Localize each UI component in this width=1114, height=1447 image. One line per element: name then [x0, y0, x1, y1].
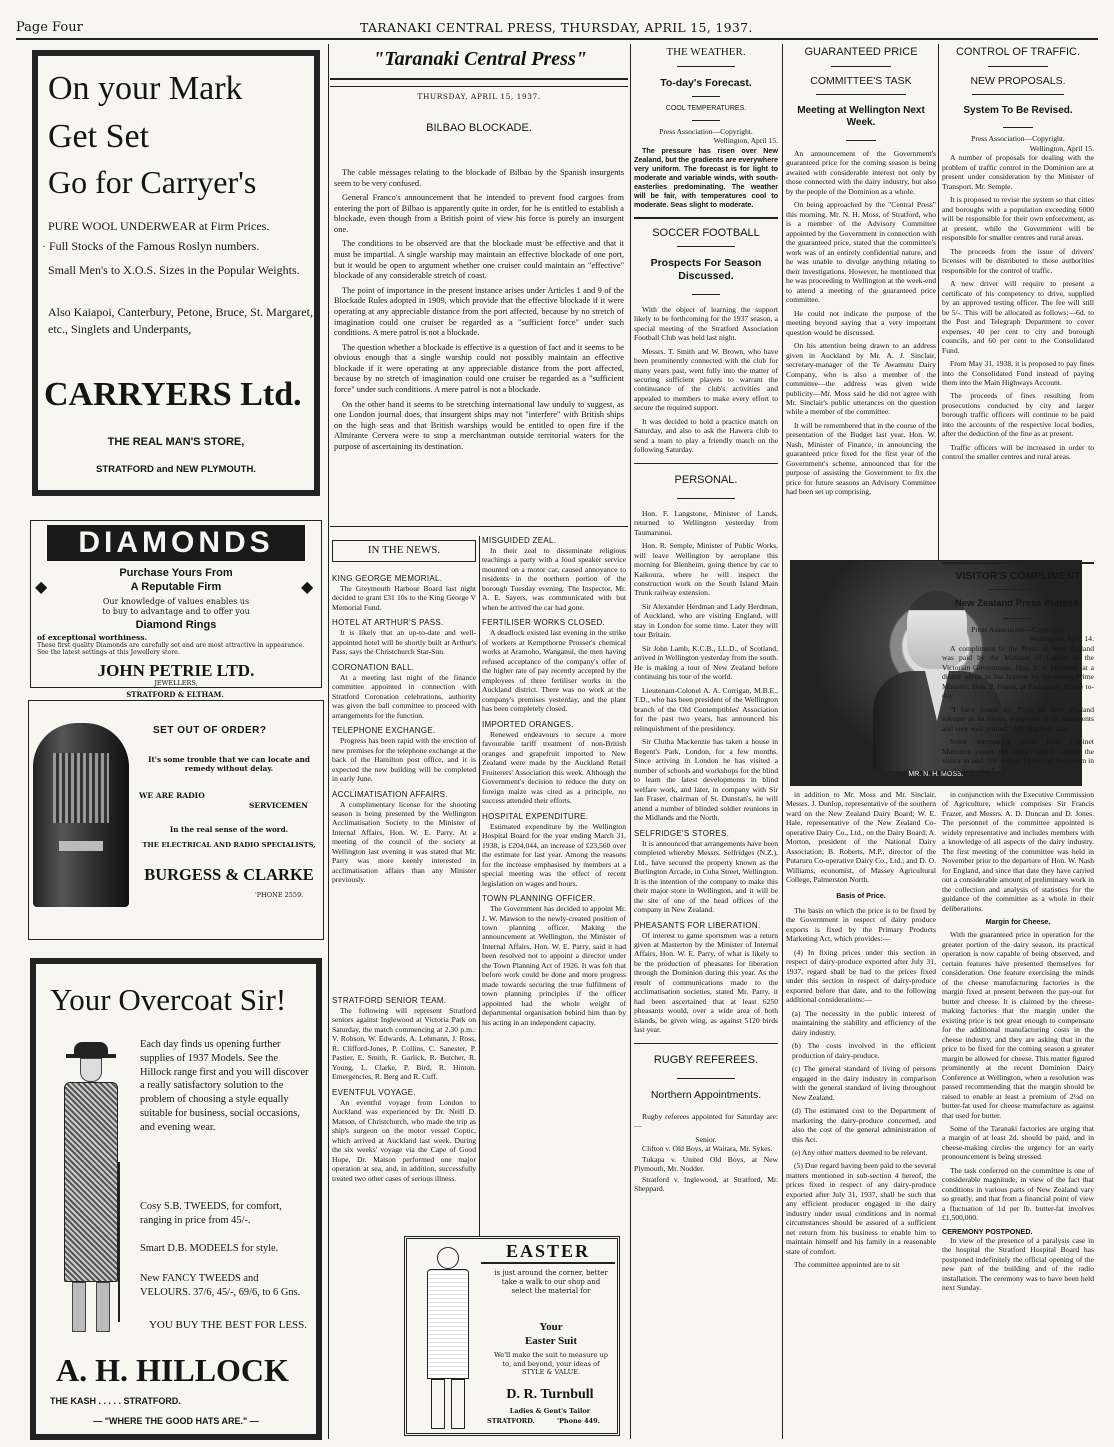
- news-column-2: [482, 536, 626, 1236]
- burgess-phone: 'PHONE 2559.: [255, 891, 304, 899]
- petrie-line: of exceptional worthiness.: [37, 633, 148, 642]
- dateline: Press Association—Copyright.: [659, 126, 753, 136]
- traffic-text: A number of proposals for dealing with the problem of traffic control in the Dominion are at present under consideration by the Minister of Transport, Mr. Semple.: [942, 153, 1094, 191]
- news-text: Renewed endeavours to secure a more favourable tariff treatment of non-British oranges and grapefruit imported to New Zealand were made by the Auckland Retail Fruiterers' Association this week. Although the Government's decision to reduce the duty on foreign maize was cited as a principle, no success attended their efforts.: [482, 729, 626, 806]
- personal-text: Lieutenant-Colonel A. A. Corrigan, M.B.E., T.D., who has been president of the Wellington branch of the Old Contemptibles' Association for the past two years, has announced his relinquishment of the presidency.: [634, 685, 778, 733]
- weather-title: THE WEATHER.: [666, 46, 746, 58]
- news-subhead: TOWN PLANNING OFFICER.: [482, 894, 596, 904]
- dairy-continuation: [942, 790, 1094, 1440]
- petrie-name: JOHN PETRIE LTD.: [97, 661, 255, 680]
- burgess-text: SERVICEMEN: [249, 801, 308, 810]
- diamonds-banner: DIAMONDS: [47, 525, 305, 561]
- traffic-text: Traffic officers will be increased in order to control the smaller centres and rural areas.: [942, 442, 1094, 462]
- visitor-headline: New Zealand Press Praised.: [954, 598, 1082, 610]
- editorial-paragraph: On the other hand it seems to be stretching international law unduly to suggest, as one London journal does, that insurgent ships may not "interfere" with British ships on the high seas and that British warships would be entitled to open fire if the Almirante Cervera were to stop a merchantman outside territorial waters for the purpose of ascertaining its destination.: [334, 399, 624, 451]
- price-text: The committee appointed are to sit: [794, 1260, 900, 1270]
- turnbull-name: D. R. Turnbull: [506, 1387, 594, 1402]
- carryers-store: THE REAL MAN'S STORE,: [107, 436, 245, 448]
- burgess-ad: [28, 700, 324, 940]
- petrie-line: Purchase Yours From: [119, 567, 233, 579]
- turnbull-sub: Ladies & Gent's Tailor: [509, 1407, 591, 1415]
- soccer-text: With the object of learning the support likely to be forthcoming for the 1937 season, a special meeting of the Stratford Association Football Club was held last night.: [634, 304, 778, 343]
- editorial-paragraph: The cable messages relating to the blockade of Bilbao by the Spanish insurgents seem to be very confused.: [334, 168, 624, 188]
- price-text: It will be remembered that in the course of the presentation of the Budget last year, Hon. W. Nash, Minister of Finance, in announcing the guaranteed price fixed for the first year of the Government's scheme, announced that for the purpose of assisting the Government to fix the price for future seasons an Advisory Committee had been set up comprising,: [786, 420, 936, 497]
- hillock-body: Each day finds us opening further supplies of 1937 Models. See the Hillock range first and you will discover a really satisfactory solution to the problem of choosing a style equally suitable for business, social occasions, and evening wear.: [140, 1039, 309, 1133]
- news-subhead: STRATFORD SENIOR TEAM.: [332, 996, 447, 1005]
- carryers-headline-1: On your Mark: [48, 70, 243, 107]
- rugby-headline: Northern Appointments.: [650, 1088, 762, 1101]
- turnbull-text: is just around the corner, better take a walk to our shop and select the material for: [494, 1269, 608, 1296]
- traffic-text: The proceeds of fines resulting from prosecutions conducted by city and larger borough traffic officers will continue to be paid into the accounts of the respective local bodies, after the deduction of the fine as at present.: [942, 391, 1094, 439]
- weather-text: The pressure has risen over New Zealand, but the gradients are everywhere very uniform. The forecast is for light to moderate and variable winds, with south-easterlies predominating. The weather will be fair, with temperatures cool to moderate. Seas slight to moderate.: [634, 145, 778, 209]
- traffic-text: It is proposed to revise the system so that cities and boroughs with a population exceeding 6000 will be responsible for their own enforcement, as at present, while the Government will be responsible for smaller centres and rural areas.: [942, 195, 1094, 243]
- price-text: in addition to Mr. Moss and Mr. Sinclair, Messrs. J. Dunlop, representative of the southern ward on the New Zealand Dairy Board; W. E. Hale, representative of the New Zealand Co-operative Dairy Co., Ltd., on the Dairy Board; A. Morton, president of the National Dairy Association; B. Roberts, M.P., director of the Putaruru Co-operative Dairy Co., Ltd.; and D. O. Williams, economist, of Massey Agricultural College, Palmerston North.: [786, 790, 936, 885]
- traffic-text: From May 31, 1938, it is proposed to pay fines into the Consolidated Fund instead of paying them into the Main Highways Account.: [942, 359, 1094, 387]
- news-text: A complimentary license for the shooting season is being presented by the Wellington Acclimatisation Society to the Minister of Internal Affairs, Hon. W. E. Parry. At a meeting of the council of the society at Wellington last evening it was stated that Mr. Parry was more keenly interested in acclimatisation affairs than any Minister previously.: [332, 799, 476, 885]
- weather-column: [634, 44, 778, 1439]
- petrie-sub: JEWELLERS,: [154, 679, 198, 687]
- carryers-item: · Full Stocks of the Famous Roslyn numbers.: [42, 239, 260, 253]
- masthead-title: TARANAKI CENTRAL PRESS, THURSDAY, APRIL 15, 1937.: [360, 20, 753, 35]
- hillock-name: A. H. HILLOCK: [56, 1352, 289, 1388]
- rugby-text: Rugby referees appointed for Saturday are:—: [634, 1111, 778, 1131]
- news-subhead: MISGUIDED ZEAL.: [482, 536, 557, 545]
- hillock-item: Cosy S.B. TWEEDS, for comfort, ranging in price from 45/-.: [140, 1201, 282, 1226]
- column-rule: [782, 44, 783, 1439]
- burgess-text: WE ARE RADIO: [139, 791, 205, 800]
- news-column-1b: [332, 990, 476, 1270]
- news-text: In their zeal to disseminate religious teachings a party with a loud speaker service mounted on a motor car, caused annoyance to residents in the northern portion of the borough Tuesday evening. The Inspector, Mr. A. E. Sayers, was communicated with but when he arrived the car had gone.: [482, 546, 626, 612]
- news-subhead: KING GEORGE MEMORIAL.: [332, 573, 443, 583]
- soccer-headline: Prospects For Season Discussed.: [650, 257, 762, 283]
- rugby-match: Clifton v. Old Boys, at Waitara, Mr. Sykes.: [642, 1144, 773, 1154]
- news-subhead: CORONATION BALL.: [332, 662, 415, 672]
- hillock-item: New FANCY TWEEDS and VELOURS. 37/6, 45/-, 69/6, to 6 Gns.: [140, 1273, 301, 1298]
- petrie-line: Diamond Rings: [135, 619, 217, 631]
- price-text: On his attention being drawn to an address given in Auckland by Mr. A. J. Sinclair, secretary-manager of the Te Awamutu Dairy Company, who is also a member of the committee—the address was given wide publicity—Mr. Moss said he did not agree with Mr. Sinclair's public utterances on the question while a member of the committee.: [786, 341, 936, 417]
- dairy-subhead: Margin for Cheese.: [985, 917, 1051, 927]
- news-subhead: EVENTFUL VOYAGE.: [332, 1087, 416, 1097]
- carryers-name: CARRYERS Ltd.: [44, 376, 302, 413]
- carryers-headline-2: Get Set: [48, 118, 150, 155]
- traffic-title: CONTROL OF TRAFFIC.: [955, 46, 1081, 58]
- visitor-text: A compliment to the Press of New Zealand was paid by the Minister of Labour in the Victorian Government, Hon. E. J. Mackrell, at a dinner given in his honour by the acting-Prime Minister, Hon. P. Fraser, at Parliament House to-day.: [942, 643, 1094, 701]
- price-column-bottom: [786, 790, 936, 1440]
- column-rule: [479, 536, 480, 1236]
- news-text: It is likely that an up-to-date and well-appointed hotel will be shortly built at Arthur's Pass, says the Christchurch Star-Sun.: [332, 628, 476, 657]
- masthead-rule: [16, 38, 1098, 40]
- editorial-body: [334, 168, 624, 523]
- editorial-box: [330, 44, 628, 524]
- petrie-line: Our knowledge of values enables us: [102, 597, 250, 606]
- soccer-text: Messrs. T. Smith and W. Brown, who have been prominently connected with the club for many years past, went fully into the matter of securing sufficient players to warrant the continuance of the club's activities and appealed to members to make every effort to secure the required support.: [634, 346, 778, 413]
- dateline: Press Association—Copyright.: [971, 134, 1065, 144]
- news-text: An eventful voyage from London to Auckland was experienced by Dr. Neill D. Matson, of Christchurch, who made the trip as ship's surgeon on the motor vessel Coptic, which arrived at Auckland last week. During the six weeks' voyage via the Cape of Good Hope, Dr. Matson performed one major operation at sea, and, in addition, successfully treated two other cases of serious illness.: [332, 1097, 476, 1183]
- page-number: Page Four: [16, 20, 83, 35]
- burgess-text: In the real sense of the word.: [169, 825, 289, 834]
- price-text: An announcement of the Government's guaranteed price for the coming season is being awaited with considerable interest not only by those connected with the dairy industry, but also by the people of the Dominion as a whole.: [786, 148, 936, 196]
- weather-sub: COOL TEMPERATURES.: [665, 104, 747, 112]
- price-text: On being approached by the "Central Press" this morning, Mr. N. H. Moss, of Stratford, who is a member of the Advisory Committee appointed by the Government in connection with the guaranteed price, stated that the committee's work was of an entirely confidential nature, and he was unable to divulge anything relating to their investigations. However, he mentioned that he was proceeding to Wellington at the week-end to attend a meeting of the guaranteed price committee.: [786, 200, 936, 305]
- news-subhead: TELEPHONE EXCHANGE.: [332, 726, 436, 736]
- visitor-text: Some murmuring came from Cabinet Ministers round the table, which caused the visitor to add: "Of course, I have not seen them in an election year.": [942, 737, 1094, 775]
- news-text: It is announced that arrangements have been completed whereby Messrs. Selfridges (N.Z.), Ltd., have secured the property known as the Burlington Arcade, in Cuba Street, Wellington. It is the intention of the company to make this their major store in Wellington, and it will be the site of one of the head offices of the company in New Zealand.: [634, 838, 778, 915]
- traffic-headline: System To Be Revised.: [963, 104, 1073, 116]
- carryers-item: Small Men's to X.O.S. Sizes in the Popular Weights.: [48, 263, 300, 277]
- price-clause: (c) The general standard of living of persons engaged in the dairy industry in comparison with the general standard of living throughout New Zealand.: [792, 1064, 936, 1102]
- price-clause: (d) The estimated cost to the Department of marketing the dairy-produce concerned, and also the cost of the general administration of this Act.: [792, 1106, 936, 1144]
- editorial-masthead: "Taranaki Central Press": [373, 48, 587, 70]
- editorial-paragraph: The conditions to be observed are that the blockade must be effective and that it must be impartial. A single warship may maintain an effective blockade of one port, but it would be open to argument whether one cruiser could maintain an "effective" blockade of any considerable stretch of coast.: [334, 239, 624, 281]
- carryers-towns: STRATFORD and NEW PLYMOUTH.: [96, 464, 256, 475]
- price-title: GUARANTEED PRICE: [804, 46, 918, 58]
- news-text: Estimated expenditure by the Wellington Hospital Board for the year ending March 31, 1938, is £204,044, an increase of £23,560 over the estimate for last year. Among the reasons for the increase emphasised by members at a special meeting was the effect of recent legislation on wages and hours.: [482, 821, 626, 888]
- turnbull-text: We'll make the suit to measure up to, and beyond, your ideas of STYLE & VALUE.: [494, 1351, 608, 1377]
- personal-text: Sir Clutha Mackenzie has taken a house in Regent's Park, London, for a few months. Since arriving in London he has visited a number of schools and workshops for the blind to learn the latest developments in blind welfare work, and later, in company with Sir Ian Fraser, chairman of St. Dunstan's, he will attend a number of blinded soldier reunions in the Midlands and the North.: [634, 737, 778, 823]
- diamond-icon: ◆: [301, 577, 314, 596]
- turnbull-text: Easter Suit: [524, 1335, 578, 1347]
- price-clause: (e) Any other matters deemed to be relevant.: [792, 1147, 928, 1157]
- petrie-ad: [30, 520, 322, 688]
- traffic-column: [942, 44, 1094, 560]
- personal-text: Sir Alexander Herdman and Lady Herdman, of Auckland, who are visiting England, will stay in London for some time. Later they will tour Britain.: [634, 601, 778, 640]
- personal-text: Hon. R. Semple, Minister of Public Works, will leave Wellington by aeroplane this morning for Blenheim, going thence by car to Kaikoura, where he will inspect the construction work on the South Island Main Trunk railway extension.: [634, 541, 778, 598]
- editorial-paragraph: The question whether a blockade is effective is a question of fact and it seems to be obvious enough that a single warship could not possibly maintain an effective blockade if it were operating at any appreciable distance from the port affected, because by no stretch of imagination could one cruiser be regarded as a "sufficient force" under such conditions. A mere patrol is not a blockade.: [334, 342, 624, 394]
- price-subhead: Basis of Price.: [836, 890, 886, 900]
- rugby-grade: Senior.: [695, 1134, 717, 1144]
- carryers-headline-3: Go for Carryer's: [48, 164, 257, 200]
- news-text: A deadlock existed last evening in the strike of workers at Kempthorne Prosser's chemical works at Aramoho, Wanganui, the men having refused acceptance of the company's offer of the higher rate of pay recently accepted by the employees of three fertiliser works in the Auckland district. There was no work at the company's premises yesterday, and the plant has been completely closed.: [482, 628, 626, 714]
- dateline: Press Association—Copyright.: [971, 625, 1065, 634]
- petrie-towns: STRATFORD & ELTHAM.: [126, 690, 224, 699]
- news-subhead: HOTEL AT ARTHUR'S PASS.: [332, 618, 444, 628]
- column-rule: [630, 44, 631, 1439]
- burgess-headline: SET OUT OF ORDER?: [153, 725, 267, 736]
- radio-set-image: [33, 723, 129, 907]
- news-subhead: FERTILISER WORKS CLOSED.: [482, 618, 606, 628]
- news-text: Of interest to game sportsmen was a return given at Masterton by the Minister of Internal Affairs, Hon. W. E. Parry, of what is likely to be the production of pheasants for liberation through the Dominion during this year. As the result of communications made to the acclimatisation societies, stated Mr. Parry, it had been ascertained that at least 6250 pheasants would, over a wide area of both islands, be given wing, as against 5120 birds last year.: [634, 930, 778, 1035]
- price-text: (5) Due regard having been paid to the several matters mentioned in sub-section 4 hereof, the prices fixed in respect of any dairy-produce exported after July 31, 1937, shall be such that any efficient producer engaged in the dairy industry under usual conditions and in normal circumstances should be assured of a sufficient net return from his business to enable him to maintain himself and his family in a reasonable state of comfort.: [786, 1161, 936, 1256]
- soccer-title: SOCCER FOOTBALL: [652, 226, 760, 239]
- price-clause: (a) The necessity in the public interest of maintaining the stability and efficiency of the dairy industry.: [792, 1008, 936, 1037]
- price-sub: COMMITTEE'S TASK: [810, 74, 912, 87]
- editorial-paragraph: The point of importance in the present instance arises under Articles 1 and 9 of the Blockade Rules adopted in 1909, which provide that the effective blockade if it were operating at any appreciable distance from the port affected, because by no stretch of imagination could one cruiser be regarded as a "sufficient force" under such conditions. A mere patrol is not a blockade.: [334, 285, 624, 338]
- section-rule: [330, 526, 628, 527]
- visitor-title: VISITOR'S COMPLIMENT: [955, 570, 1081, 582]
- news-title: IN THE NEWS.: [332, 540, 476, 562]
- news-column-1: [332, 540, 476, 990]
- turnbull-phone: 'Phone 449.: [557, 1417, 600, 1425]
- rugby-match: Stratford v. Inglewood, at Stratford, Mr. Sheppard.: [634, 1174, 778, 1194]
- burgess-name: BURGESS & CLARKE: [144, 865, 314, 884]
- editorial-paragraph: General Franco's announcement that he intended to prevent food cargoes from entering the port of Bilbao is apparently quite in order, for he is entitled to establish a blockade, even though from a British point of view his force is purely an insurgent one.: [334, 193, 624, 234]
- price-text: The basis on which the price is to be fixed by the Government in respect of dairy produce exports is fixed by the Primary Products Marketing Act, which provides:—: [786, 905, 936, 944]
- visitor-text: "I have found the Press of New Zealand tolerant in its views, temperate in its statements and very well printed," Mr. Mackrell said.: [942, 704, 1094, 733]
- dairy-text: The task conferred on the committee is one of considerable magnitude, in view of the fact that conditions in various parts of New Zealand vary so greatly, and that from a financial point of view a fluctuation of 1d per lb. butter-fat involves £1,500,000.: [942, 1165, 1094, 1223]
- hillock-headline: Your Overcoat Sir!: [50, 982, 287, 1017]
- news-subhead: CEREMONY POSTPONED.: [942, 1226, 1033, 1236]
- burgess-text: It's some trouble that we can locate and remedy without delay.: [148, 755, 310, 774]
- editorial-headline: BILBAO BLOCKADE.: [426, 122, 532, 134]
- personal-text: Sir John Lamb, K.C.B., LL.D., of Scotland, arrived in Wellington yesterday from the south. He is making a tour of New Zealand before continuing his tour of the world.: [634, 643, 778, 682]
- column-rule: [938, 44, 939, 560]
- column-rule: [328, 44, 329, 1439]
- overcoat-man-image: [44, 1042, 134, 1342]
- hillock-kash: THE KASH . . . . . STRATFORD.: [50, 1396, 181, 1406]
- news-text: The following will represent Stratford seniors against Inglewood at Victoria Park on Saturday, the match commencing at 2.30 p.m.: V. Robson, W. Edwards, A. Lehmann, J. Ross, R. Clifford-Jones, P. Collins, C. Sanester, P. Pastier, E. Smith, R. Garlick, R. Butcher, R. Young, L. Clarke, P. Bird, R. Hinton. Emergencies, R. Berg and R. Cuff.: [332, 1006, 476, 1082]
- news-text: The Greymouth Harbour Board last night decided to grant £31 10s to the King George V Memorial Fund.: [332, 583, 476, 612]
- rugby-match: Tukapa v. United Old Boys, at New Plymouth, Mr. Nodder.: [634, 1154, 778, 1174]
- personal-text: Hon. F. Langstone, Minister of Lands, returned to Wellington yesterday from Taumarunui.: [634, 508, 778, 537]
- hillock-item: Smart D.B. MODEELS for style.: [140, 1243, 279, 1254]
- carryers-item: Also Kaiapoi, Canterbury, Petone, Bruce, St. Margaret, etc., Singlets and Underpants,: [48, 305, 313, 337]
- news-text: Progress has been rapid with the erection of new premises for the telephone exchange at the back of the Hamilton post office, and it is expected the new building will be completed in early June.: [332, 736, 476, 784]
- news-subhead: HOSPITAL EXPENDITURE.: [482, 811, 589, 821]
- news-text: At a meeting last night of the finance committee appointed in connection with Stratford Coronation celebrations, authority was given the ball committee to proceed with arrangements for the function.: [332, 672, 476, 720]
- burgess-text: THE ELECTRICAL AND RADIO SPECIALISTS,: [142, 841, 316, 849]
- dairy-text: With the guaranteed price in operation for the greater portion of the dairy season, its practical operation is now capable of being observed, and certain features have presented themselves for consideration. One feature exercising the minds of the cheese manufacturing factories is the margin fixed at present between the pay-out for butter and cheese. It is claimed by the cheese-making factories that the margin under the existing price is not great enough to compensate for the additional manufacturing costs in the cheese industry, and they are asking that in the price to be fixed for the coming season a greater margin be allowed for cheese. This matter figured prominently at the recent Dominion Dairy Conference at Wellington, when a resolution was passed recommending that the margin should be raised to enable at least a premium of 2¼d on butter-fat used for cheese manufacture as against that used for butter.: [942, 930, 1094, 1120]
- turnbull-text: Your: [539, 1321, 563, 1333]
- soccer-text: It was decided to hold a practice match on Saturday, and also to ask the Hawera club to send a team to play a friendly match on the following Saturday.: [634, 416, 778, 455]
- weather-headline: To-day's Forecast.: [660, 76, 752, 89]
- traffic-text: The proceeds from the issue of drivers' licenses will be distributed to those authorities responsible for the control of traffic.: [942, 246, 1094, 275]
- hillock-item: YOU BUY THE BEST FOR LESS.: [148, 1319, 308, 1331]
- petrie-line: to buy to advantage and to offer you: [102, 607, 250, 616]
- hillock-ad: [30, 958, 322, 1440]
- editorial-date: THURSDAY, APRIL 15, 1937.: [417, 92, 541, 101]
- price-text: (4) In fixing prices under this section in respect of dairy-produce exported after July 31, 1937, regard shall be had to the prices fixed under this section in respect of dairy-produce exported before that date, and to the following additional considerations:—: [786, 947, 936, 1005]
- news-subhead: SELFRIDGE'S STORES.: [634, 828, 730, 838]
- price-headline: Meeting at Wellington Next Week.: [797, 104, 925, 129]
- price-text: He could not indicate the purpose of the meeting beyond saying that a very important question would be discussed.: [786, 308, 936, 337]
- price-column-top: [786, 44, 936, 550]
- hillock-slogan: — "WHERE THE GOOD HATS ARE." —: [93, 1416, 259, 1426]
- petrie-line: These first quality Diamonds are carefully set and are most attractive in appearance. See the latest settings at this Jewellery store.: [37, 642, 305, 657]
- rugby-title: RUGBY REFEREES.: [653, 1053, 759, 1066]
- dairy-text: Some of the Taranaki factories are urging that a margin of at least 2d. should be paid, and in cheese-making circles the urgency for an early pronouncement is being stressed.: [942, 1123, 1094, 1162]
- news-text: The Government has decided to appoint Mr. J. W. Mawson to the newly-created position of town planning officer. Making the announcement at Wellington, the Minister of Internal Affairs, Hon. W. E. Parry, said it had been resolved not to appoint a director under the Town Planning Act of 1926. It was felt that before work could be done and more progress made towards securing the true fulfilment of town planning principles if the officer appointed had the whole weight of departmental organisation behind him than by his acting in an independent capacity.: [482, 904, 626, 1027]
- turnbull-headline: EASTER: [481, 1241, 615, 1264]
- tailor-figure-image: [413, 1247, 483, 1431]
- diamond-icon: ◆: [35, 577, 48, 596]
- news-subhead: PHEASANTS FOR LIBERATION.: [634, 920, 761, 930]
- news-subhead: ACCLIMATISATION AFFAIRS.: [332, 789, 448, 799]
- dairy-text: in conjunction with the Executive Commission of Agriculture, which comprises Sir Francis Frazer, and Messrs. A. D. Duncan and D. Jones. The personnel of the committee appointed is widely representative and includes members with a knowledge of all aspects of the dairy industry. The first meeting of the committee was held in November prior to the departure of Hon. W. Nash for England, and since that date they have carried out a considerable amount of preliminary work in the collection and analysis of statistics for the guidance of the committee as a whole in their deliberations.: [942, 790, 1094, 913]
- news-subhead: IMPORTED ORANGES.: [482, 719, 574, 729]
- dairy-text: In view of the presence of a paralysis case in the hospital the Stratford Hospital Board has postponed indefinitely the official opening of the new part of the building and of the radio installation. The ceremony was to have been held next Sunday.: [942, 1235, 1094, 1293]
- turnbull-ad: [404, 1236, 620, 1436]
- traffic-sub: NEW PROPOSALS.: [970, 74, 1066, 87]
- moss-caption: MR. N. H. MOSS.: [908, 771, 964, 778]
- dateline: Wellington, April 15.: [713, 136, 778, 146]
- personal-title: PERSONAL.: [674, 473, 738, 486]
- dateline: Wellington, April 14.: [1029, 634, 1094, 644]
- visitor-column: [942, 562, 1094, 784]
- price-clause: (b) The costs involved in the efficient production of dairy-produce.: [792, 1041, 936, 1060]
- carryers-item: PURE WOOL UNDERWEAR at Firm Prices.: [48, 219, 270, 233]
- traffic-text: A new driver will require to present a certificate of his competency to drive, supplied by an approved testing officer. The fee will still be 5/-. This will be allocated as follows:—6d. to the Post and Telegraph Department to cover expenses, 40 per cent to city and borough councils, and 60 per cent to the Consolidated Fund.: [942, 279, 1094, 355]
- dateline: Wellington, April 15.: [1029, 143, 1094, 153]
- carryers-ad: [32, 50, 320, 496]
- petrie-line: A Reputable Firm: [130, 581, 222, 593]
- turnbull-town: STRATFORD.: [487, 1417, 535, 1425]
